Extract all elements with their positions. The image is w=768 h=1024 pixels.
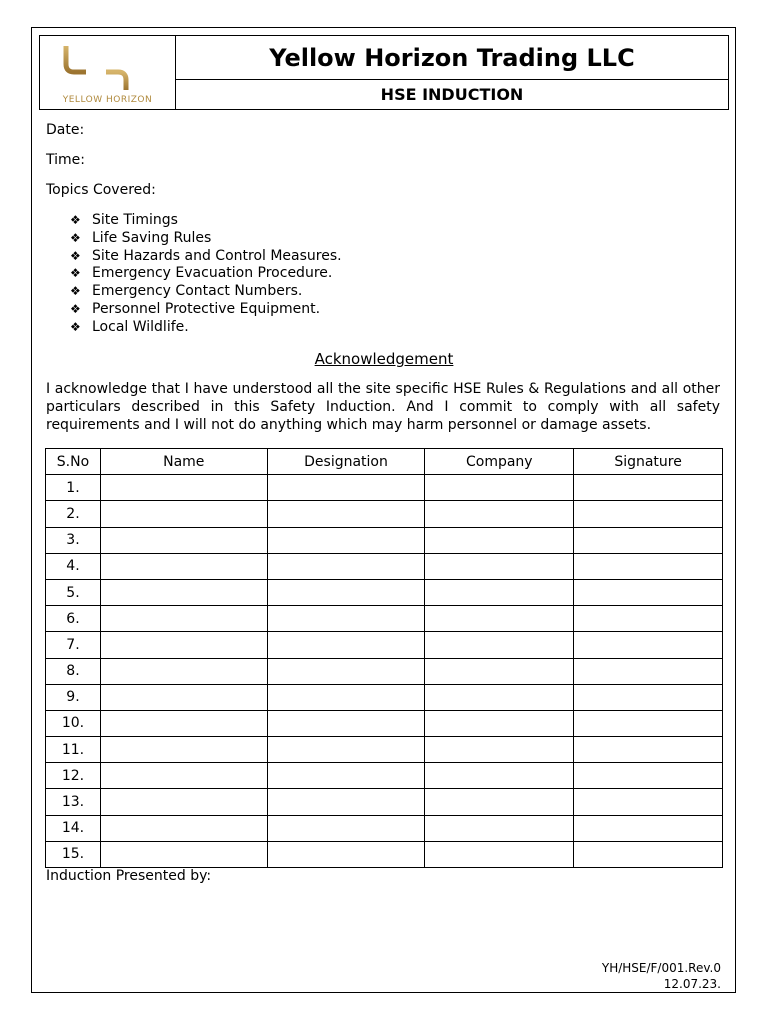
row-name-cell[interactable] — [100, 501, 267, 527]
row-company-cell[interactable] — [425, 841, 574, 867]
logo-text: YELLOW HORIZON — [62, 95, 153, 105]
row-designation-cell[interactable] — [267, 815, 425, 841]
row-sno-cell: 1. — [46, 475, 101, 501]
row-sno-cell: 11. — [46, 737, 101, 763]
row-sno-cell: 10. — [46, 710, 101, 736]
row-designation-cell[interactable] — [267, 789, 425, 815]
row-designation-cell[interactable] — [267, 763, 425, 789]
row-company-cell[interactable] — [425, 789, 574, 815]
row-signature-cell[interactable] — [574, 606, 723, 632]
row-signature-cell[interactable] — [574, 789, 723, 815]
row-signature-cell[interactable] — [574, 501, 723, 527]
row-sno-cell: 8. — [46, 658, 101, 684]
row-company-cell[interactable] — [425, 684, 574, 710]
row-designation-cell[interactable] — [267, 553, 425, 579]
row-signature-cell[interactable] — [574, 763, 723, 789]
row-sno-cell: 2. — [46, 501, 101, 527]
column-header-name: Name — [100, 449, 267, 475]
table-row — [46, 658, 723, 684]
row-signature-cell[interactable] — [574, 579, 723, 605]
induction-presented-by-label: Induction Presented by: — [46, 868, 212, 884]
row-signature-cell[interactable] — [574, 527, 723, 553]
table-row — [46, 475, 723, 501]
row-sno-cell: 14. — [46, 815, 101, 841]
table-header-row — [46, 449, 723, 475]
table-row — [46, 632, 723, 658]
row-designation-cell[interactable] — [267, 841, 425, 867]
diamond-bullet-icon: ❖ — [70, 248, 81, 263]
row-company-cell[interactable] — [425, 527, 574, 553]
row-designation-cell[interactable] — [267, 632, 425, 658]
row-designation-cell[interactable] — [267, 684, 425, 710]
row-company-cell[interactable] — [425, 763, 574, 789]
diamond-bullet-icon: ❖ — [70, 301, 81, 316]
row-sno-cell: 7. — [46, 632, 101, 658]
topic-item: ❖ Life Saving Rules — [70, 229, 212, 246]
row-name-cell[interactable] — [100, 737, 267, 763]
row-signature-cell[interactable] — [574, 658, 723, 684]
table-row — [46, 789, 723, 815]
document-code-number: YH/HSE/F/001.Rev.0 — [601, 961, 721, 975]
acknowledgement-text: I acknowledge that I have understood all the site specific HSE Rules & Regulations and all other particulars described in this Safety Induction. And I commit to comply with all safety requirements and I will not do anything which may harm personnel or damage assets. — [46, 381, 720, 433]
topic-item: ❖ Site Timings — [70, 212, 178, 228]
diamond-bullet-icon: ❖ — [70, 266, 81, 281]
row-company-cell[interactable] — [425, 632, 574, 658]
diamond-bullet-icon: ❖ — [70, 213, 81, 227]
table-row — [46, 841, 723, 867]
row-company-cell[interactable] — [425, 606, 574, 632]
row-name-cell[interactable] — [100, 684, 267, 710]
topic-item: ❖ Local Wildlife. — [70, 318, 189, 335]
row-sno-cell: 15. — [46, 841, 101, 867]
row-signature-cell[interactable] — [574, 815, 723, 841]
row-name-cell[interactable] — [100, 475, 267, 501]
row-signature-cell[interactable] — [574, 737, 723, 763]
row-designation-cell[interactable] — [267, 737, 425, 763]
row-sno-cell: 5. — [46, 579, 101, 605]
yellow-horizon-logo-icon — [54, 42, 162, 94]
row-sno-cell: 12. — [46, 763, 101, 789]
row-company-cell[interactable] — [425, 737, 574, 763]
table-body — [46, 475, 723, 868]
row-name-cell[interactable] — [100, 841, 267, 867]
column-header-signature: Signature — [574, 449, 723, 475]
row-company-cell[interactable] — [425, 579, 574, 605]
date-label: Date: — [46, 122, 85, 138]
row-signature-cell[interactable] — [574, 632, 723, 658]
row-sno-cell: 13. — [46, 789, 101, 815]
document-code — [602, 960, 721, 992]
topics-list — [70, 212, 342, 337]
row-name-cell[interactable] — [100, 579, 267, 605]
row-signature-cell[interactable] — [574, 710, 723, 736]
table-row — [46, 606, 723, 632]
document-header — [39, 35, 729, 110]
title-column — [176, 36, 728, 109]
row-sno-cell: 6. — [46, 606, 101, 632]
table-row — [46, 553, 723, 579]
diamond-bullet-icon: ❖ — [70, 319, 81, 334]
row-name-cell[interactable] — [100, 632, 267, 658]
attendance-table — [45, 448, 723, 868]
row-designation-cell[interactable] — [267, 501, 425, 527]
table-row — [46, 710, 723, 736]
row-designation-cell[interactable] — [267, 710, 425, 736]
row-designation-cell[interactable] — [267, 658, 425, 684]
table-row — [46, 501, 723, 527]
row-designation-cell[interactable] — [267, 475, 425, 501]
column-header-designation: Designation — [267, 449, 425, 475]
table-row — [46, 737, 723, 763]
topic-item: ❖ Emergency Contact Numbers. — [70, 283, 303, 300]
row-signature-cell[interactable] — [574, 684, 723, 710]
document-code-date: 12.07.23. — [663, 977, 721, 991]
row-signature-cell[interactable] — [574, 475, 723, 501]
row-name-cell[interactable] — [100, 606, 267, 632]
row-signature-cell[interactable] — [574, 553, 723, 579]
table-row — [46, 815, 723, 841]
time-label: Time: — [46, 152, 85, 168]
row-designation-cell[interactable] — [267, 606, 425, 632]
row-company-cell[interactable] — [425, 553, 574, 579]
table-row — [46, 763, 723, 789]
row-designation-cell[interactable] — [267, 527, 425, 553]
row-sno-cell: 3. — [46, 527, 101, 553]
row-designation-cell[interactable] — [267, 579, 425, 605]
row-name-cell[interactable] — [100, 710, 267, 736]
row-company-cell[interactable] — [425, 658, 574, 684]
topic-item: ❖ Personnel Protective Equipment. — [70, 300, 321, 317]
row-name-cell[interactable] — [100, 553, 267, 579]
document-title: HSE INDUCTION — [380, 85, 524, 104]
row-sno-cell: 9. — [46, 684, 101, 710]
row-name-cell[interactable] — [100, 527, 267, 553]
table-row — [46, 527, 723, 553]
row-company-cell[interactable] — [425, 710, 574, 736]
company-name: Yellow Horizon Trading LLC — [176, 36, 728, 80]
diamond-bullet-icon: ❖ — [70, 284, 81, 299]
column-header-company: Company — [425, 449, 574, 475]
column-header-sno: S.No — [46, 449, 101, 475]
table-row — [46, 579, 723, 605]
diamond-bullet-icon: ❖ — [70, 230, 81, 245]
row-signature-cell[interactable] — [574, 841, 723, 867]
logo — [40, 36, 176, 109]
row-company-cell[interactable] — [425, 475, 574, 501]
topic-item: ❖ Site Hazards and Control Measures. — [70, 247, 342, 264]
row-name-cell[interactable] — [100, 815, 267, 841]
row-name-cell[interactable] — [100, 789, 267, 815]
row-name-cell[interactable] — [100, 763, 267, 789]
topic-item: ❖ Emergency Evacuation Procedure. — [70, 265, 333, 282]
acknowledgement-heading: Acknowledgement — [314, 350, 454, 368]
row-name-cell[interactable] — [100, 658, 267, 684]
row-company-cell[interactable] — [425, 815, 574, 841]
row-sno-cell: 4. — [46, 553, 101, 579]
topics-label: Topics Covered: — [46, 182, 156, 198]
table-row — [46, 684, 723, 710]
row-company-cell[interactable] — [425, 501, 574, 527]
